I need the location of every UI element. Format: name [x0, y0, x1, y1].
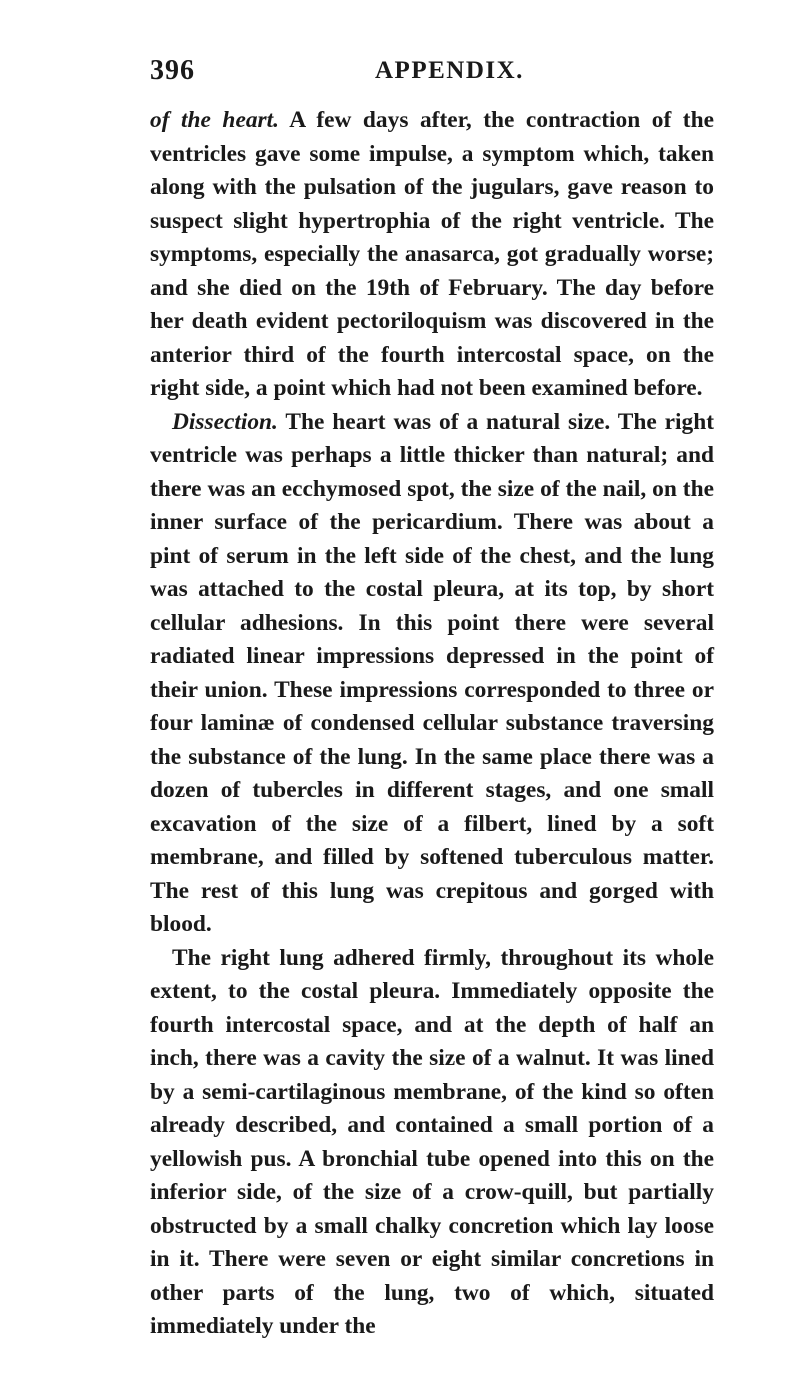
paragraph-text: The heart was of a natural size. The right ventricle was perhaps a little thicker than natural; and there was an ecchymosed spot, the size of the nail, on the inner surface of the pericardium. There was about a pint of serum in the left side of the chest, and the lung was attached to the costal pleura, at its top, by short cellular adhesions. In this point there were several radiated linear impressions depressed in the point of their union. These impressions corresponded to three or four laminæ of condensed cellular substance traversing the substance of the lung. In the same place there was a dozen of tubercles in different stages, and one small excavation of the size of a filbert, lined by a soft membrane, and filled by softened tuberculous matter. The rest of this lung was crepitous and gorged with blood.: [150, 408, 714, 937]
paragraph-right-lung: [150, 942, 714, 1344]
running-title: APPENDIX.: [375, 57, 524, 84]
paragraph-case-history: [150, 104, 714, 406]
paragraph-lead: of the heart.: [150, 107, 279, 133]
paragraph-lead: Dissection.: [172, 408, 278, 435]
paragraph-dissection: [150, 406, 714, 942]
paragraph-text: A few days after, the contraction of the ventricles gave some impulse, a symptom which, taken along with the pulsation of the jugulars, gave reason to suspect slight hypertrophia of the right ventricle. The symptoms, especially the anasarca, got gradually worse; and she died on the 19th of February. The day before her death evident pectoriloquism was discovered in the anterior third of the fourth intercostal space, on the right side, a point which had not been examined before.: [150, 107, 714, 401]
paragraph-text: The right lung adhered firmly, throughout its whole extent, to the costal pleura. Immediately opposite the fourth intercostal space, and at the depth of half an inch, there was a cavity the size of a walnut. It was lined by a semi-cartilaginous membrane, of the kind so often already described, and contained a small portion of a yellowish pus. A bronchial tube opened into this on the inferior side, of the size of a crow-quill, but partially obstructed by a small chalky concretion which lay loose in it. There were seven or eight similar concretions in other parts of the lung, two of which, situated immediately under the: [150, 944, 714, 1339]
running-head: [150, 55, 710, 95]
page-number: 396: [150, 55, 195, 86]
body-text: [150, 104, 714, 1344]
